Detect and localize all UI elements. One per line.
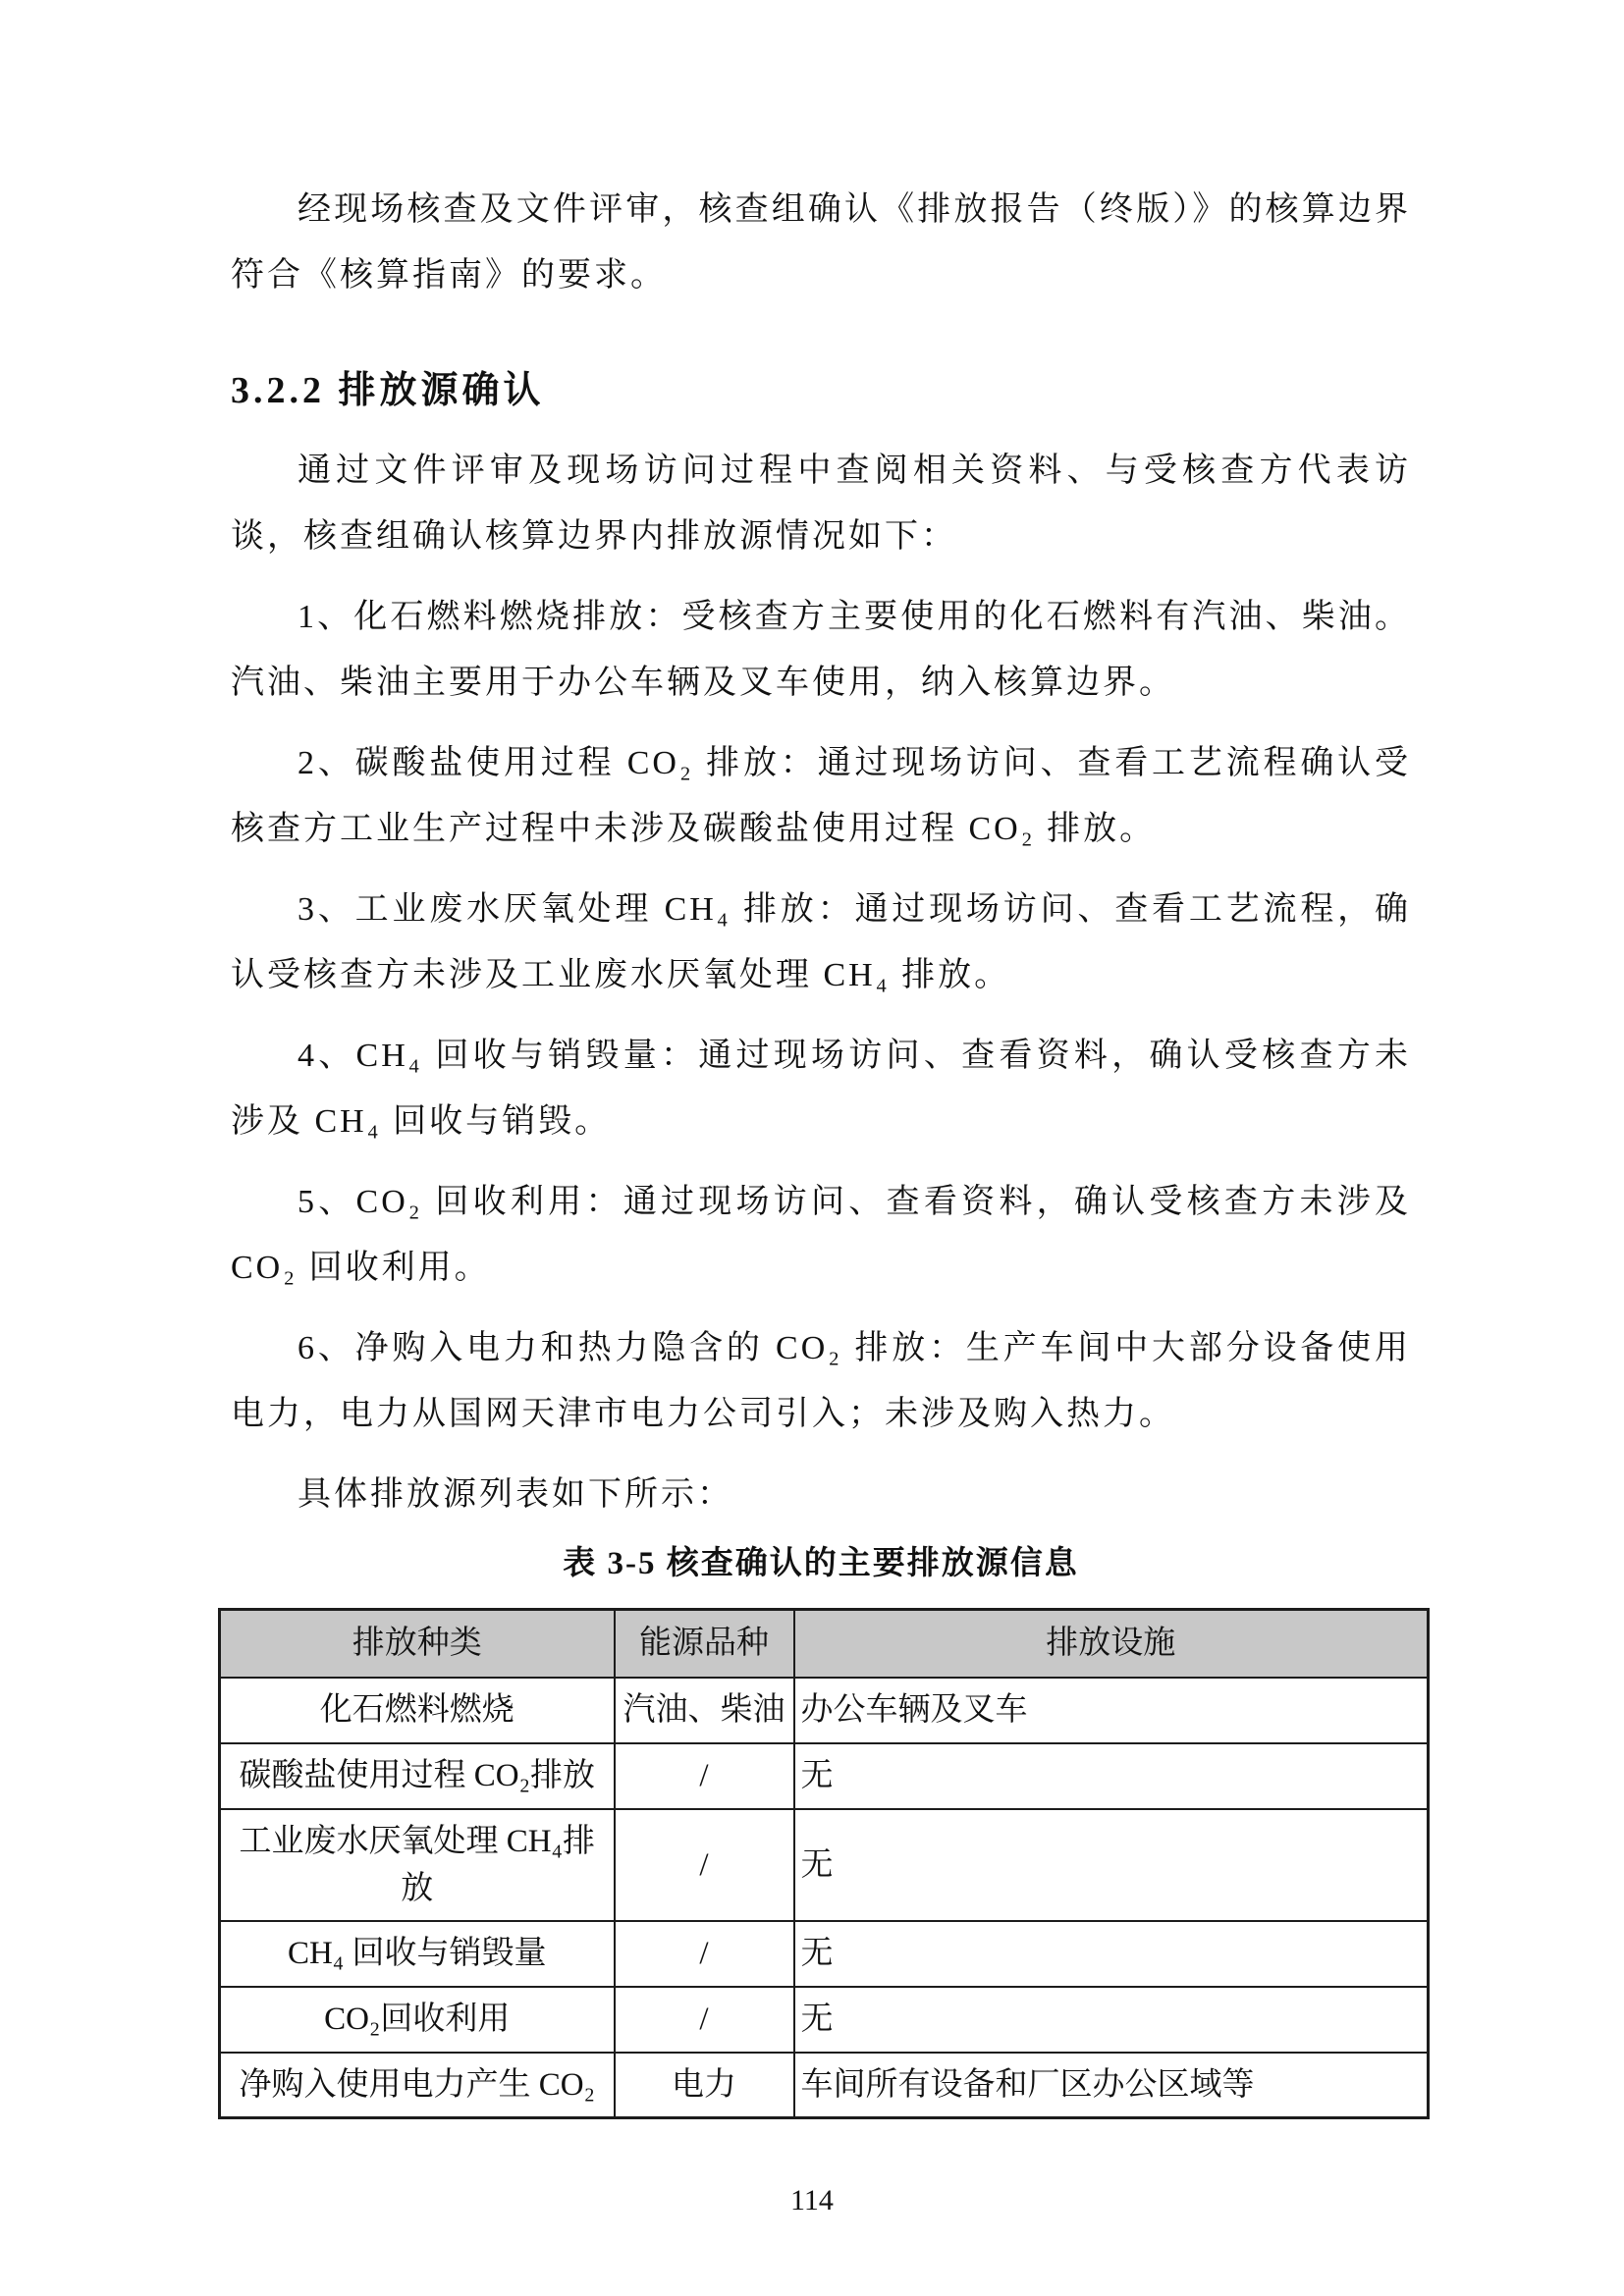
table-row [220,1809,1429,1921]
cell-emission-type: 碳酸盐使用过程 CO₂排放 [220,1743,615,1809]
cell-energy-type: / [615,1743,794,1809]
paragraph: 通过文件评审及现场访问过程中查阅相关资料、与受核查方代表访谈，核查组确认核算边界内排放源情况如下： [231,453,1411,555]
cell-energy-type: 电力 [615,2053,794,2118]
table-row [220,1678,1429,1743]
cell-energy-type: 汽油、柴油 [615,1678,794,1743]
table-caption: 表 3-5 核查确认的主要排放源信息 [563,1546,1079,1581]
cell-emission-type: 化石燃料燃烧 [220,1678,615,1743]
emission-source-table-wrap [218,1608,1411,2119]
cell-emission-type: 工业废水厌氧处理 CH₄排放 [220,1809,615,1921]
cell-facility: 办公车辆及叉车 [794,1678,1429,1743]
column-header-emission-facility: 排放设施 [794,1610,1429,1678]
paragraph: 4、CH₄ 回收与销毁量：通过现场访问、查看资料，确认受核查方未涉及 CH₄ 回收与销毁。 [231,1038,1411,1140]
table-row [220,1743,1429,1809]
paragraph: 3、工业废水厌氧处理 CH₄ 排放：通过现场访问、查看工艺流程，确认受核查方未涉及工业废水厌氧处理 CH₄ 排放。 [231,891,1411,993]
cell-facility: 无 [794,1743,1429,1809]
cell-facility: 无 [794,1809,1429,1921]
cell-energy-type: / [615,1987,794,2053]
table-row [220,1987,1429,2053]
cell-facility: 车间所有设备和厂区办公区域等 [794,2053,1429,2118]
cell-emission-type: CH₄ 回收与销毁量 [220,1921,615,1987]
cell-facility: 无 [794,1921,1429,1987]
table-header-row [220,1610,1429,1678]
column-header-energy-type: 能源品种 [615,1610,794,1678]
cell-energy-type: / [615,1809,794,1921]
cell-facility: 无 [794,1987,1429,2053]
section-heading: 3.2.2 排放源确认 [231,370,545,411]
column-header-emission-type: 排放种类 [220,1610,615,1678]
table-row [220,2053,1429,2118]
cell-energy-type: / [615,1921,794,1987]
table-row [220,1921,1429,1987]
paragraph: 1、化石燃料燃烧排放：受核查方主要使用的化石燃料有汽油、柴油。汽油、柴油主要用于办公车辆及叉车使用，纳入核算边界。 [231,599,1411,701]
emission-source-table [218,1608,1430,2119]
cell-emission-type: 净购入使用电力产生 CO₂ [220,2053,615,2118]
intro-paragraph: 经现场核查及文件评审，核查组确认《排放报告（终版）》的核算边界符合《核算指南》的要求。 [231,191,1411,294]
paragraph: 6、净购入电力和热力隐含的 CO₂ 排放：生产车间中大部分设备使用电力，电力从国网天津市电力公司引入；未涉及购入热力。 [231,1330,1411,1432]
paragraph: 2、碳酸盐使用过程 CO₂ 排放：通过现场访问、查看工艺流程确认受核查方工业生产过程中未涉及碳酸盐使用过程 CO₂ 排放。 [231,745,1411,847]
paragraph: 5、CO₂ 回收利用：通过现场访问、查看资料，确认受核查方未涉及 CO₂ 回收利用。 [231,1184,1411,1286]
paragraph: 具体排放源列表如下所示： [298,1476,733,1513]
cell-emission-type: CO₂回收利用 [220,1987,615,2053]
page-number: 114 [790,2184,834,2216]
